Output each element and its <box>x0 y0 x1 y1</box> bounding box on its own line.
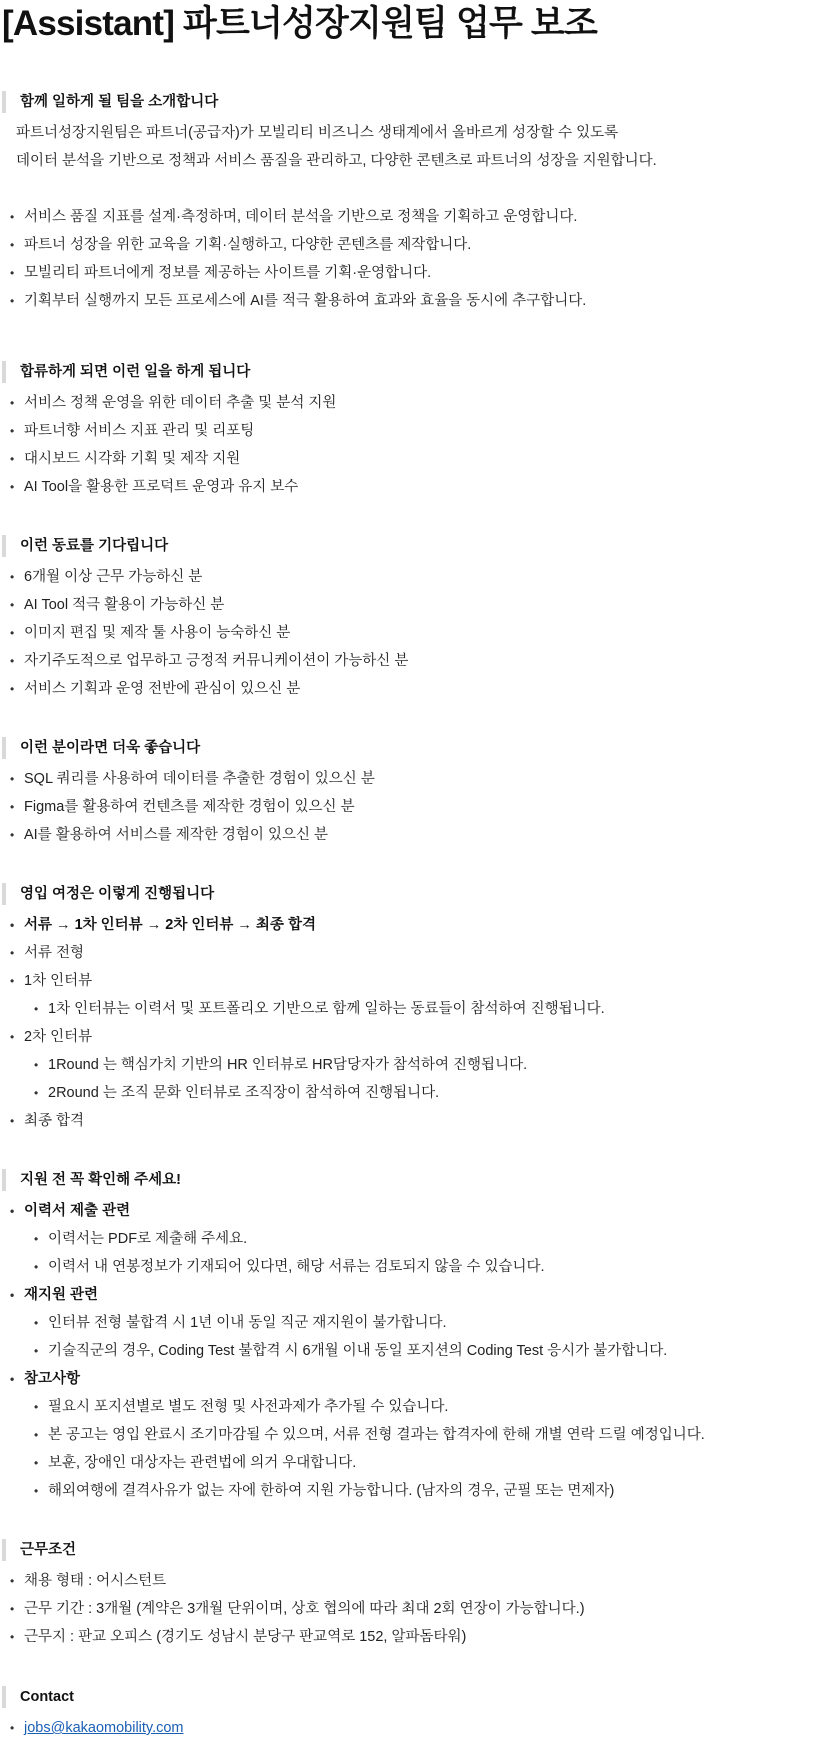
sub-list-item: • 1Round 는 핵심가치 기반의 HR 인터뷰로 HR담당자가 참석하여 진행됩니다. <box>0 1051 832 1079</box>
list-item: • 모빌리티 파트너에게 정보를 제공하는 사이트를 기획·운영합니다. <box>0 259 832 287</box>
sub-list-item: • 필요시 포지션별로 별도 전형 및 사전과제가 추가될 수 있습니다. <box>0 1393 832 1421</box>
section-heading: 근무조건 <box>0 1539 832 1561</box>
section-heading: Contact <box>0 1686 832 1708</box>
section-heading: 영입 여정은 이렇게 진행됩니다 <box>0 883 832 905</box>
list-item: • 최종 합격 <box>0 1107 832 1135</box>
list-item: • 근무지 : 판교 오피스 (경기도 성남시 분당구 판교역로 152, 알파돔타워) <box>0 1623 832 1651</box>
list-item: • 기획부터 실행까지 모든 프로세스에 AI를 적극 활용하여 효과와 효율을 동시에 추구합니다. <box>0 287 832 315</box>
section-heading: 이런 동료를 기다립니다 <box>0 535 832 557</box>
section-heading: 지원 전 꼭 확인해 주세요! <box>0 1169 832 1191</box>
sub-list-item: • 해외여행에 결격사유가 없는 자에 한하여 지원 가능합니다. (남자의 경우, 군필 또는 면제자) <box>0 1477 832 1505</box>
list-item: • 서비스 품질 지표를 설계·측정하며, 데이터 분석을 기반으로 정책을 기획하고 운영합니다. <box>0 203 832 231</box>
section-team-intro <box>0 91 832 315</box>
sub-list-item: • 이력서는 PDF로 제출해 주세요. <box>0 1225 832 1253</box>
list-item: • AI Tool 적극 활용이 가능하신 분 <box>0 591 832 619</box>
list-item: • 참고사항 <box>0 1365 832 1393</box>
section-heading: 합류하게 되면 이런 일을 하게 됩니다 <box>0 361 832 383</box>
section-heading: 함께 일하게 될 팀을 소개합니다 <box>0 91 832 113</box>
sub-list-item: • 1차 인터뷰는 이력서 및 포트폴리오 기반으로 함께 일하는 동료들이 참석하여 진행됩니다. <box>0 995 832 1023</box>
section-process <box>0 883 832 1135</box>
list-item: • 파트너 성장을 위한 교육을 기획·실행하고, 다양한 콘텐츠를 제작합니다. <box>0 231 832 259</box>
list-item: • 서비스 정책 운영을 위한 데이터 추출 및 분석 지원 <box>0 389 832 417</box>
list-item: • 이력서 제출 관련 <box>0 1197 832 1225</box>
sub-list-item: • 본 공고는 영입 완료시 조기마감될 수 있으며, 서류 전형 결과는 합격자에 한해 개별 연락 드릴 예정입니다. <box>0 1421 832 1449</box>
list-item: • Figma를 활용하여 컨텐츠를 제작한 경험이 있으신 분 <box>0 793 832 821</box>
list-item: • 서비스 기획과 운영 전반에 관심이 있으신 분 <box>0 675 832 703</box>
list-item: • 채용 형태 : 어시스턴트 <box>0 1567 832 1595</box>
section-requirements <box>0 535 832 703</box>
list-item: • 서류 전형 <box>0 939 832 967</box>
list-item: • AI Tool을 활용한 프로덕트 운영과 유지 보수 <box>0 473 832 501</box>
sub-list-item: • 기술직군의 경우, Coding Test 불합격 시 6개월 이내 동일 포지션의 Coding Test 응시가 불가합니다. <box>0 1337 832 1365</box>
list-item: • 재지원 관련 <box>0 1281 832 1309</box>
sub-list-item: • 보훈, 장애인 대상자는 관련법에 의거 우대합니다. <box>0 1449 832 1477</box>
section-contact <box>0 1686 832 1742</box>
list-item: • 자기주도적으로 업무하고 긍정적 커뮤니케이션이 가능하신 분 <box>0 647 832 675</box>
sub-list-item: • 2Round 는 조직 문화 인터뷰로 조직장이 참석하여 진행됩니다. <box>0 1079 832 1107</box>
sub-list-item: • 인터뷰 전형 불합격 시 1년 이내 동일 직군 재지원이 불가합니다. <box>0 1309 832 1337</box>
process-flow: • 서류 → 1차 인터뷰 → 2차 인터뷰 → 최종 합격 <box>0 911 832 939</box>
list-item: • 2차 인터뷰 <box>0 1023 832 1051</box>
section-notice <box>0 1169 832 1505</box>
list-item: • SQL 쿼리를 사용하여 데이터를 추출한 경험이 있으신 분 <box>0 765 832 793</box>
list-item: • 6개월 이상 근무 가능하신 분 <box>0 563 832 591</box>
list-item: • 이미지 편집 및 제작 툴 사용이 능숙하신 분 <box>0 619 832 647</box>
intro-paragraph-line: 파트너성장지원팀은 파트너(공급자)가 모빌리티 비즈니스 생태계에서 올바르게 성장할 수 있도록 <box>16 125 619 141</box>
list-item: • 근무 기간 : 3개월 (계약은 3개월 단위이며, 상호 협의에 따라 최대 2회 연장이 가능합니다.) <box>0 1595 832 1623</box>
page-title: [Assistant] 파트너성장지원팀 업무 보조 <box>2 4 597 43</box>
section-duties <box>0 361 832 501</box>
list-item <box>0 1714 832 1742</box>
section-preferred <box>0 737 832 849</box>
list-item: • AI를 활용하여 서비스를 제작한 경험이 있으신 분 <box>0 821 832 849</box>
section-conditions <box>0 1539 832 1651</box>
list-item: • 파트너향 서비스 지표 관리 및 리포팅 <box>0 417 832 445</box>
contact-email-link[interactable]: jobs@kakaomobility.com <box>24 1720 184 1736</box>
section-heading: 이런 분이라면 더욱 좋습니다 <box>0 737 832 759</box>
list-item: • 대시보드 시각화 기획 및 제작 지원 <box>0 445 832 473</box>
sub-list-item: • 이력서 내 연봉정보가 기재되어 있다면, 해당 서류는 검토되지 않을 수 있습니다. <box>0 1253 832 1281</box>
intro-paragraph-line: 데이터 분석을 기반으로 정책과 서비스 품질을 관리하고, 다양한 콘텐츠로 파트너의 성장을 지원합니다. <box>16 153 657 169</box>
list-item: • 1차 인터뷰 <box>0 967 832 995</box>
